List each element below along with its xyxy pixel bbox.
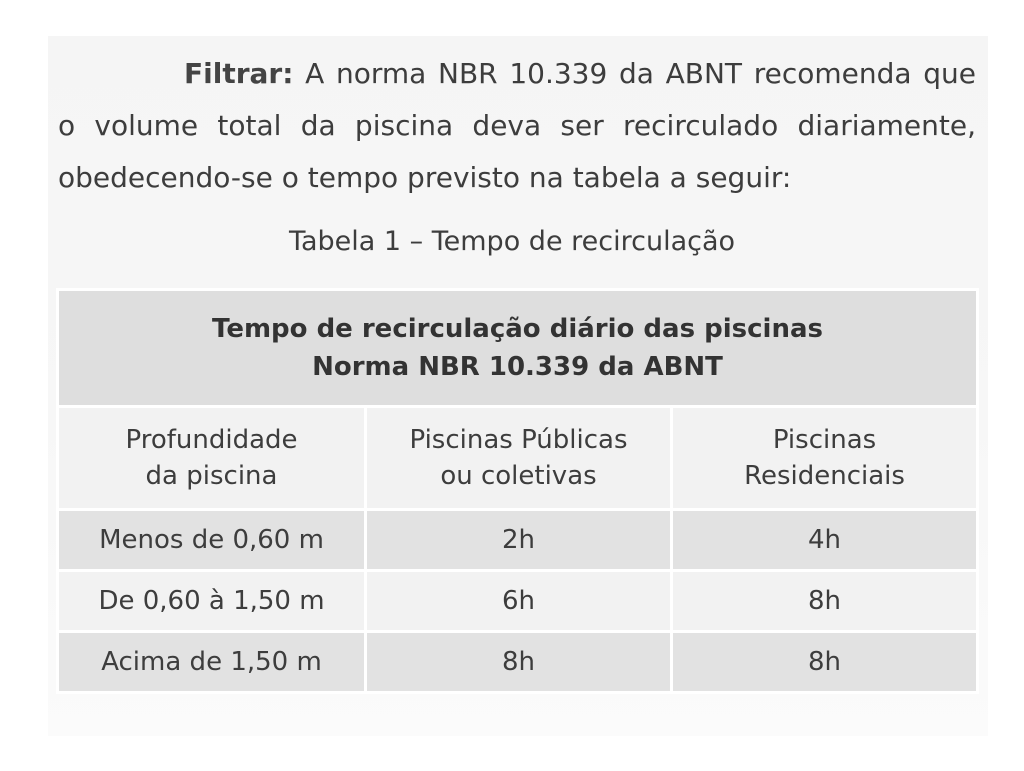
column-header-public-line-1: Piscinas Públicas xyxy=(409,425,628,455)
cell-residential: 8h xyxy=(672,632,978,693)
paragraph-text: A norma NBR 10.339 da ABNT recomenda que o volume total da piscina deva ser recirculado diariamente, obedecendo-se o tempo previsto na tabela a seguir: xyxy=(58,57,976,194)
table-header-row xyxy=(58,407,978,510)
column-header-residential xyxy=(672,407,978,510)
cell-depth: Menos de 0,60 m xyxy=(58,510,366,571)
column-header-residential-line-1: Piscinas xyxy=(772,425,877,455)
cell-depth: Acima de 1,50 m xyxy=(58,632,366,693)
column-header-residential-line-2: Residenciais xyxy=(744,461,905,491)
column-header-depth xyxy=(58,407,366,510)
table-row xyxy=(58,632,978,693)
recirculation-table-wrapper xyxy=(56,288,976,694)
table-title-row xyxy=(58,290,978,407)
column-header-public-line-2: ou coletivas xyxy=(440,461,597,491)
recirculation-table xyxy=(56,288,979,694)
table-row xyxy=(58,510,978,571)
table-title-line-1: Tempo de recirculação diário das piscinas xyxy=(212,314,823,344)
cell-public: 8h xyxy=(366,632,672,693)
table-title xyxy=(58,290,978,407)
cell-depth: De 0,60 à 1,50 m xyxy=(58,571,366,632)
table-row xyxy=(58,571,978,632)
table-title-line-2: Norma NBR 10.339 da ABNT xyxy=(312,352,723,382)
paragraph-lead: Filtrar: xyxy=(184,57,294,90)
column-header-public xyxy=(366,407,672,510)
cell-residential: 8h xyxy=(672,571,978,632)
intro-paragraph xyxy=(58,48,976,204)
cell-public: 6h xyxy=(366,571,672,632)
column-header-depth-line-2: da piscina xyxy=(145,461,278,491)
table-caption: Tabela 1 – Tempo de recirculação xyxy=(288,226,736,257)
column-header-depth-line-1: Profundidade xyxy=(125,425,298,455)
cell-residential: 4h xyxy=(672,510,978,571)
cell-public: 2h xyxy=(366,510,672,571)
